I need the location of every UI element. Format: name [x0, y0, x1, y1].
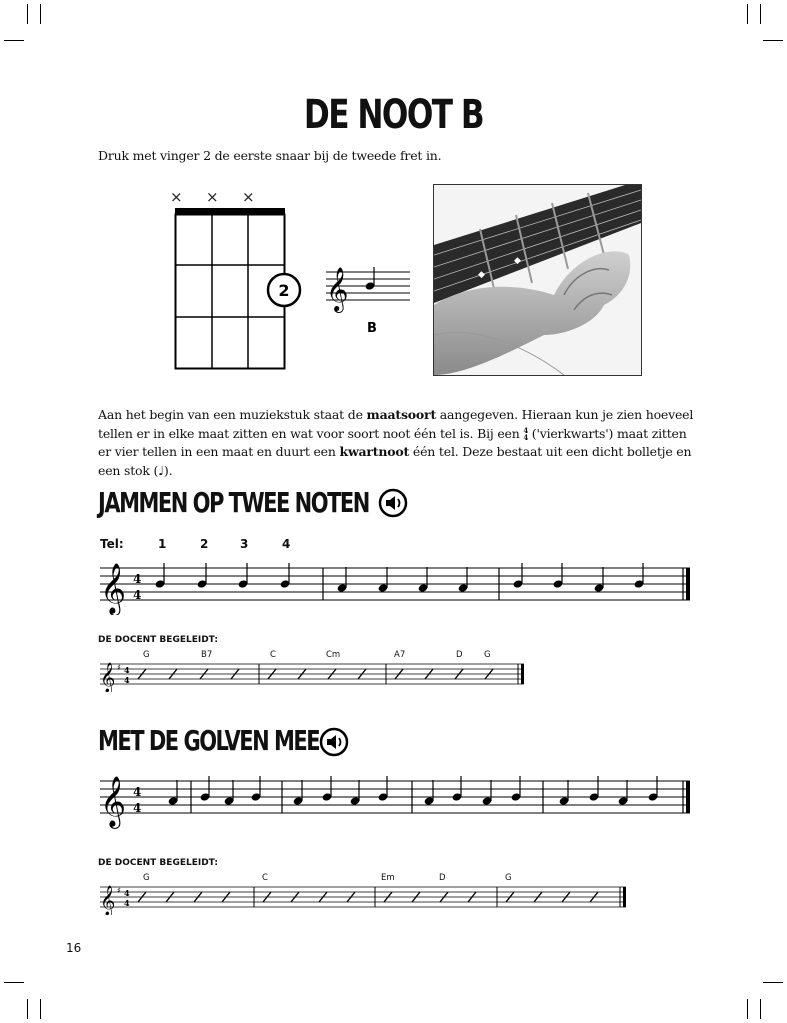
time-signature-inline: 4 4 — [523, 426, 529, 442]
crop-mark — [747, 4, 748, 24]
section-title-golven: MET DE GOLVEN MEE — [98, 724, 320, 757]
chord-symbol: A7 — [394, 650, 406, 660]
svg-text:◆: ◆ — [478, 270, 485, 280]
staff-jammen — [98, 555, 698, 615]
chord-symbol: B7 — [201, 650, 213, 660]
svg-text:♯: ♯ — [117, 663, 121, 672]
chord-symbol: D — [456, 650, 463, 660]
count-number: 1 — [158, 537, 167, 551]
ukulele-hand-photo — [433, 184, 642, 376]
svg-text:4: 4 — [124, 898, 130, 908]
chord-symbol: C — [262, 873, 268, 883]
count-number: 3 — [240, 537, 249, 551]
svg-text:4: 4 — [124, 675, 130, 685]
staff-teacher-2 — [98, 881, 630, 915]
treble-clef-icon: 𝄞 — [100, 776, 127, 827]
audio-speaker-icon[interactable] — [319, 727, 349, 757]
svg-text:♯: ♯ — [117, 886, 121, 895]
muted-string-mark: × — [170, 188, 183, 206]
svg-text:4: 4 — [133, 801, 142, 815]
staff-teacher-1 — [98, 658, 528, 692]
finger-number: 2 — [278, 281, 290, 300]
treble-clef-icon: 𝄞 — [100, 563, 127, 614]
svg-text:4: 4 — [133, 572, 142, 586]
crop-mark — [760, 4, 761, 24]
chord-symbol: C — [270, 650, 276, 660]
crop-mark — [4, 982, 24, 983]
page-title: DE NOOT B — [303, 92, 484, 138]
treble-clef-icon: 𝄞 — [326, 267, 349, 311]
crop-mark — [760, 999, 761, 1019]
svg-text:◆: ◆ — [514, 256, 521, 266]
notes-measure-3 — [513, 563, 645, 593]
notes-golven — [168, 776, 659, 806]
crop-mark — [40, 999, 41, 1019]
count-label: Tel: — [100, 537, 124, 551]
crop-mark — [40, 4, 41, 24]
chord-symbol: D — [439, 873, 446, 883]
count-number: 2 — [200, 537, 209, 551]
svg-text:4: 4 — [133, 785, 142, 799]
treble-clef-icon: 𝄞 — [100, 663, 116, 692]
note-b-staff — [322, 262, 414, 338]
chord-symbol: G — [505, 873, 512, 883]
chord-symbol: Em — [381, 873, 395, 883]
svg-text:4: 4 — [124, 888, 130, 898]
chord-symbol: G — [143, 650, 150, 660]
audio-speaker-icon[interactable] — [378, 488, 408, 518]
staff-golven — [98, 770, 698, 830]
notes-measure-2 — [337, 567, 469, 593]
muted-string-mark: × — [242, 188, 255, 206]
chord-symbol: G — [143, 873, 150, 883]
page-number: 16 — [66, 941, 82, 955]
teacher-label: DE DOCENT BEGELEIDT: — [98, 635, 218, 645]
svg-text:4: 4 — [133, 588, 142, 602]
crop-mark — [763, 982, 783, 983]
intro-text: Druk met vinger 2 de eerste snaar bij de tweede fret in. — [98, 148, 442, 163]
crop-mark — [27, 4, 28, 24]
treble-clef-icon: 𝄞 — [100, 886, 116, 915]
crop-mark — [747, 999, 748, 1019]
svg-text:4: 4 — [124, 665, 130, 675]
chord-symbol: G — [484, 650, 491, 660]
crop-mark — [4, 40, 24, 41]
crop-mark — [763, 40, 783, 41]
crop-mark — [27, 999, 28, 1019]
chord-symbol: Cm — [326, 650, 341, 660]
explanation-paragraph: Aan het begin van een muziekstuk staat de maatsoort aangegeven. Hieraan kun je zien hoeveel tellen er in elke maat zitten en wat voor soort noot één tel is. Bij een 4 4 ('vierkwarts') maat zitten er vier tellen in een maat en duurt een kwartnoot één tel. Deze bestaat uit een dicht bolletje en een stok (♩). — [98, 407, 694, 478]
muted-string-mark: × — [206, 188, 219, 206]
count-number: 4 — [282, 537, 291, 551]
note-label: B — [367, 321, 377, 336]
section-title-jammen: JAMMEN OP TWEE NOTEN — [98, 486, 369, 519]
teacher-label: DE DOCENT BEGELEIDT: — [98, 858, 218, 868]
chord-diagram — [160, 185, 310, 375]
